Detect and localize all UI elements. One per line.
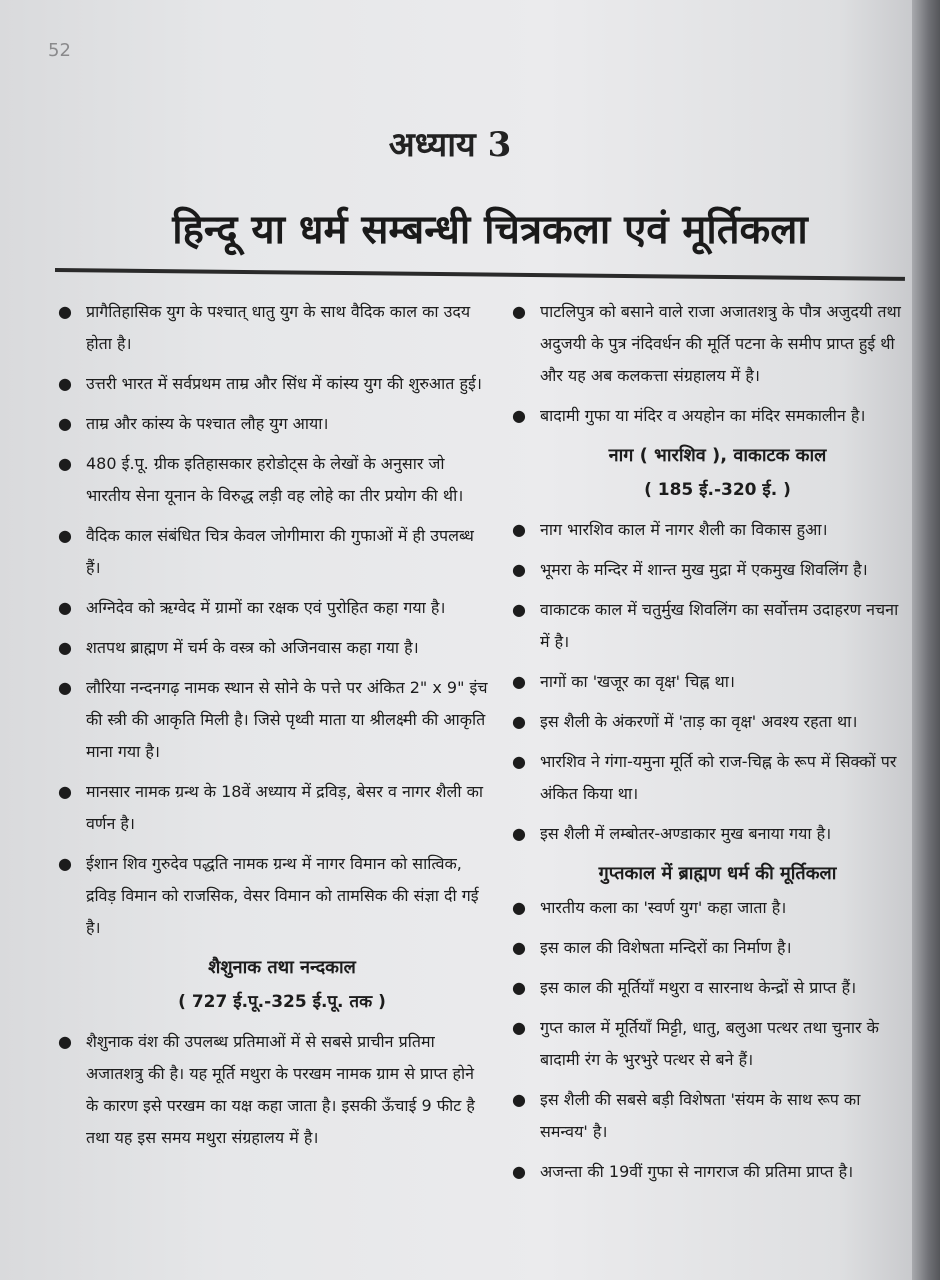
chapter-label: अध्याय 3 bbox=[388, 125, 512, 165]
title-divider bbox=[55, 268, 905, 281]
section-subheading: ( 185 ई.-320 ई. ) bbox=[644, 480, 791, 500]
list-item: ● इस काल की मूर्तियाँ मथुरा व सारनाथ केन्द्रों से प्राप्त हैं। bbox=[510, 972, 905, 1004]
chapter-title: हिन्दू या धर्म सम्बन्धी चित्रकला एवं मूर्तिकला bbox=[172, 207, 808, 253]
list-item: ● उत्तरी भारत में सर्वप्रथम ताम्र और सिंध में कांस्य युग की शुरुआत हुई। bbox=[56, 368, 488, 400]
section-subheading: ( 727 ई.पू.-325 ई.पू. तक ) bbox=[178, 992, 386, 1012]
list-item: ● नागों का 'खजूर का वृक्ष' चिह्न था। bbox=[510, 666, 905, 698]
left-column bbox=[56, 296, 488, 1162]
bullet-icon: ● bbox=[58, 526, 72, 545]
list-item: ● शैशुनाक वंश की उपलब्ध प्रतिमाओं में से सबसे प्राचीन प्रतिमा अजातशत्रु की है। यह मूर्ति मथुरा के परखम नामक ग्राम से प्राप्त होने के कारण इसे परखम का यक्ष कहा जाता है। इसकी ऊँचाई 9 फीट है तथा यह इस समय मथुरा संग्रहालय में है। bbox=[56, 1026, 488, 1154]
section-heading: शैशुनाक तथा नन्दकाल bbox=[208, 957, 356, 978]
list-item: ● 480 ई.पू. ग्रीक इतिहासकार हरोडोट्स के लेखों के अनुसार जो भारतीय सेना यूनान के विरुद्ध लड़ी वह लोहे का तीर प्रयोग की थी। bbox=[56, 448, 488, 512]
bullet-icon: ● bbox=[512, 1018, 526, 1037]
bullet-icon: ● bbox=[512, 560, 526, 579]
list-item: ● अग्निदेव को ऋग्वेद में ग्रामों का रक्षक एवं पुरोहित कहा गया है। bbox=[56, 592, 488, 624]
bullet-icon: ● bbox=[512, 712, 526, 731]
list-item: ● ईशान शिव गुरुदेव पद्धति नामक ग्रन्थ में नागर विमान को सात्विक, द्रविड़ विमान को राजसिक, वेसर विमान को तामसिक की संज्ञा दी गई है। bbox=[56, 848, 488, 944]
bullet-icon: ● bbox=[512, 600, 526, 619]
list-item: ● भूमरा के मन्दिर में शान्त मुख मुद्रा में एकमुख शिवलिंग है। bbox=[510, 554, 905, 586]
bullet-icon: ● bbox=[58, 414, 72, 433]
section-heading: नाग ( भारशिव ), वाकाटक काल bbox=[608, 445, 827, 466]
list-item: ● वैदिक काल संबंधित चित्र केवल जोगीमारा की गुफाओं में ही उपलब्ध हैं। bbox=[56, 520, 488, 584]
bullet-icon: ● bbox=[58, 598, 72, 617]
list-item: ● इस काल की विशेषता मन्दिरों का निर्माण है। bbox=[510, 932, 905, 964]
bullet-icon: ● bbox=[512, 302, 526, 321]
list-item: ● इस शैली के अंकरणों में 'ताड़ का वृक्ष' अवश्य रहता था। bbox=[510, 706, 905, 738]
bullet-icon: ● bbox=[512, 978, 526, 997]
bullet-icon: ● bbox=[58, 854, 72, 873]
book-spine bbox=[912, 0, 940, 1280]
bullet-icon: ● bbox=[58, 638, 72, 657]
bullet-icon: ● bbox=[58, 782, 72, 801]
list-item: ● लौरिया नन्दनगढ़ नामक स्थान से सोने के पत्ते पर अंकित 2" x 9" इंच की स्त्री की आकृति मिली है। जिसे पृथ्वी माता या श्रीलक्ष्मी की आकृति माना गया है। bbox=[56, 672, 488, 768]
list-item: ● इस शैली की सबसे बड़ी विशेषता 'संयम के साथ रूप का समन्वय' है। bbox=[510, 1084, 905, 1148]
bullet-icon: ● bbox=[58, 1032, 72, 1051]
bullet-icon: ● bbox=[512, 1090, 526, 1109]
list-item: ● पाटलिपुत्र को बसाने वाले राजा अजातशत्रु के पौत्र अजुदयी तथा अदुजयी के पुत्र नंदिवर्धन की मूर्ति पटना के समीप प्राप्त हुई थी और यह अब कलकत्ता संग्रहालय में है। bbox=[510, 296, 905, 392]
bullet-icon: ● bbox=[58, 454, 72, 473]
bullet-icon: ● bbox=[512, 1162, 526, 1181]
bullet-icon: ● bbox=[512, 406, 526, 425]
right-column bbox=[510, 296, 905, 1196]
list-item: ● वाकाटक काल में चतुर्मुख शिवलिंग का सर्वोत्तम उदाहरण नचना में है। bbox=[510, 594, 905, 658]
list-item: ● अजन्ता की 19वीं गुफा से नागराज की प्रतिमा प्राप्त है। bbox=[510, 1156, 905, 1188]
bullet-icon: ● bbox=[512, 752, 526, 771]
list-item: ● बादामी गुफा या मंदिर व अयहोन का मंदिर समकालीन है। bbox=[510, 400, 905, 432]
bullet-icon: ● bbox=[512, 824, 526, 843]
bullet-icon: ● bbox=[512, 520, 526, 539]
bullet-icon: ● bbox=[512, 898, 526, 917]
list-item: ● मानसार नामक ग्रन्थ के 18वें अध्याय में द्रविड़, बेसर व नागर शैली का वर्णन है। bbox=[56, 776, 488, 840]
list-item: ● शतपथ ब्राह्मण में चर्म के वस्त्र को अजिनवास कहा गया है। bbox=[56, 632, 488, 664]
list-item: ● भारतीय कला का 'स्वर्ण युग' कहा जाता है। bbox=[510, 892, 905, 924]
bullet-icon: ● bbox=[58, 374, 72, 393]
list-item: ● ताम्र और कांस्य के पश्चात लौह युग आया। bbox=[56, 408, 488, 440]
list-item: ● नाग भारशिव काल में नागर शैली का विकास हुआ। bbox=[510, 514, 905, 546]
bullet-icon: ● bbox=[58, 302, 72, 321]
list-item: ● प्रागैतिहासिक युग के पश्चात् धातु युग के साथ वैदिक काल का उदय होता है। bbox=[56, 296, 488, 360]
page-number: 52 bbox=[48, 40, 71, 61]
bullet-icon: ● bbox=[512, 938, 526, 957]
list-item: ● इस शैली में लम्बोतर-अण्डाकार मुख बनाया गया है। bbox=[510, 818, 905, 850]
list-item: ● गुप्त काल में मूर्तियाँ मिट्टी, धातु, बलुआ पत्थर तथा चुनार के बादामी रंग के भुरभुरे पत्थर से बने हैं। bbox=[510, 1012, 905, 1076]
bullet-icon: ● bbox=[58, 678, 72, 697]
bullet-icon: ● bbox=[512, 672, 526, 691]
section-heading: गुप्तकाल में ब्राह्मण धर्म की मूर्तिकला bbox=[598, 863, 837, 884]
list-item: ● भारशिव ने गंगा-यमुना मूर्ति को राज-चिह्न के रूप में सिक्कों पर अंकित किया था। bbox=[510, 746, 905, 810]
